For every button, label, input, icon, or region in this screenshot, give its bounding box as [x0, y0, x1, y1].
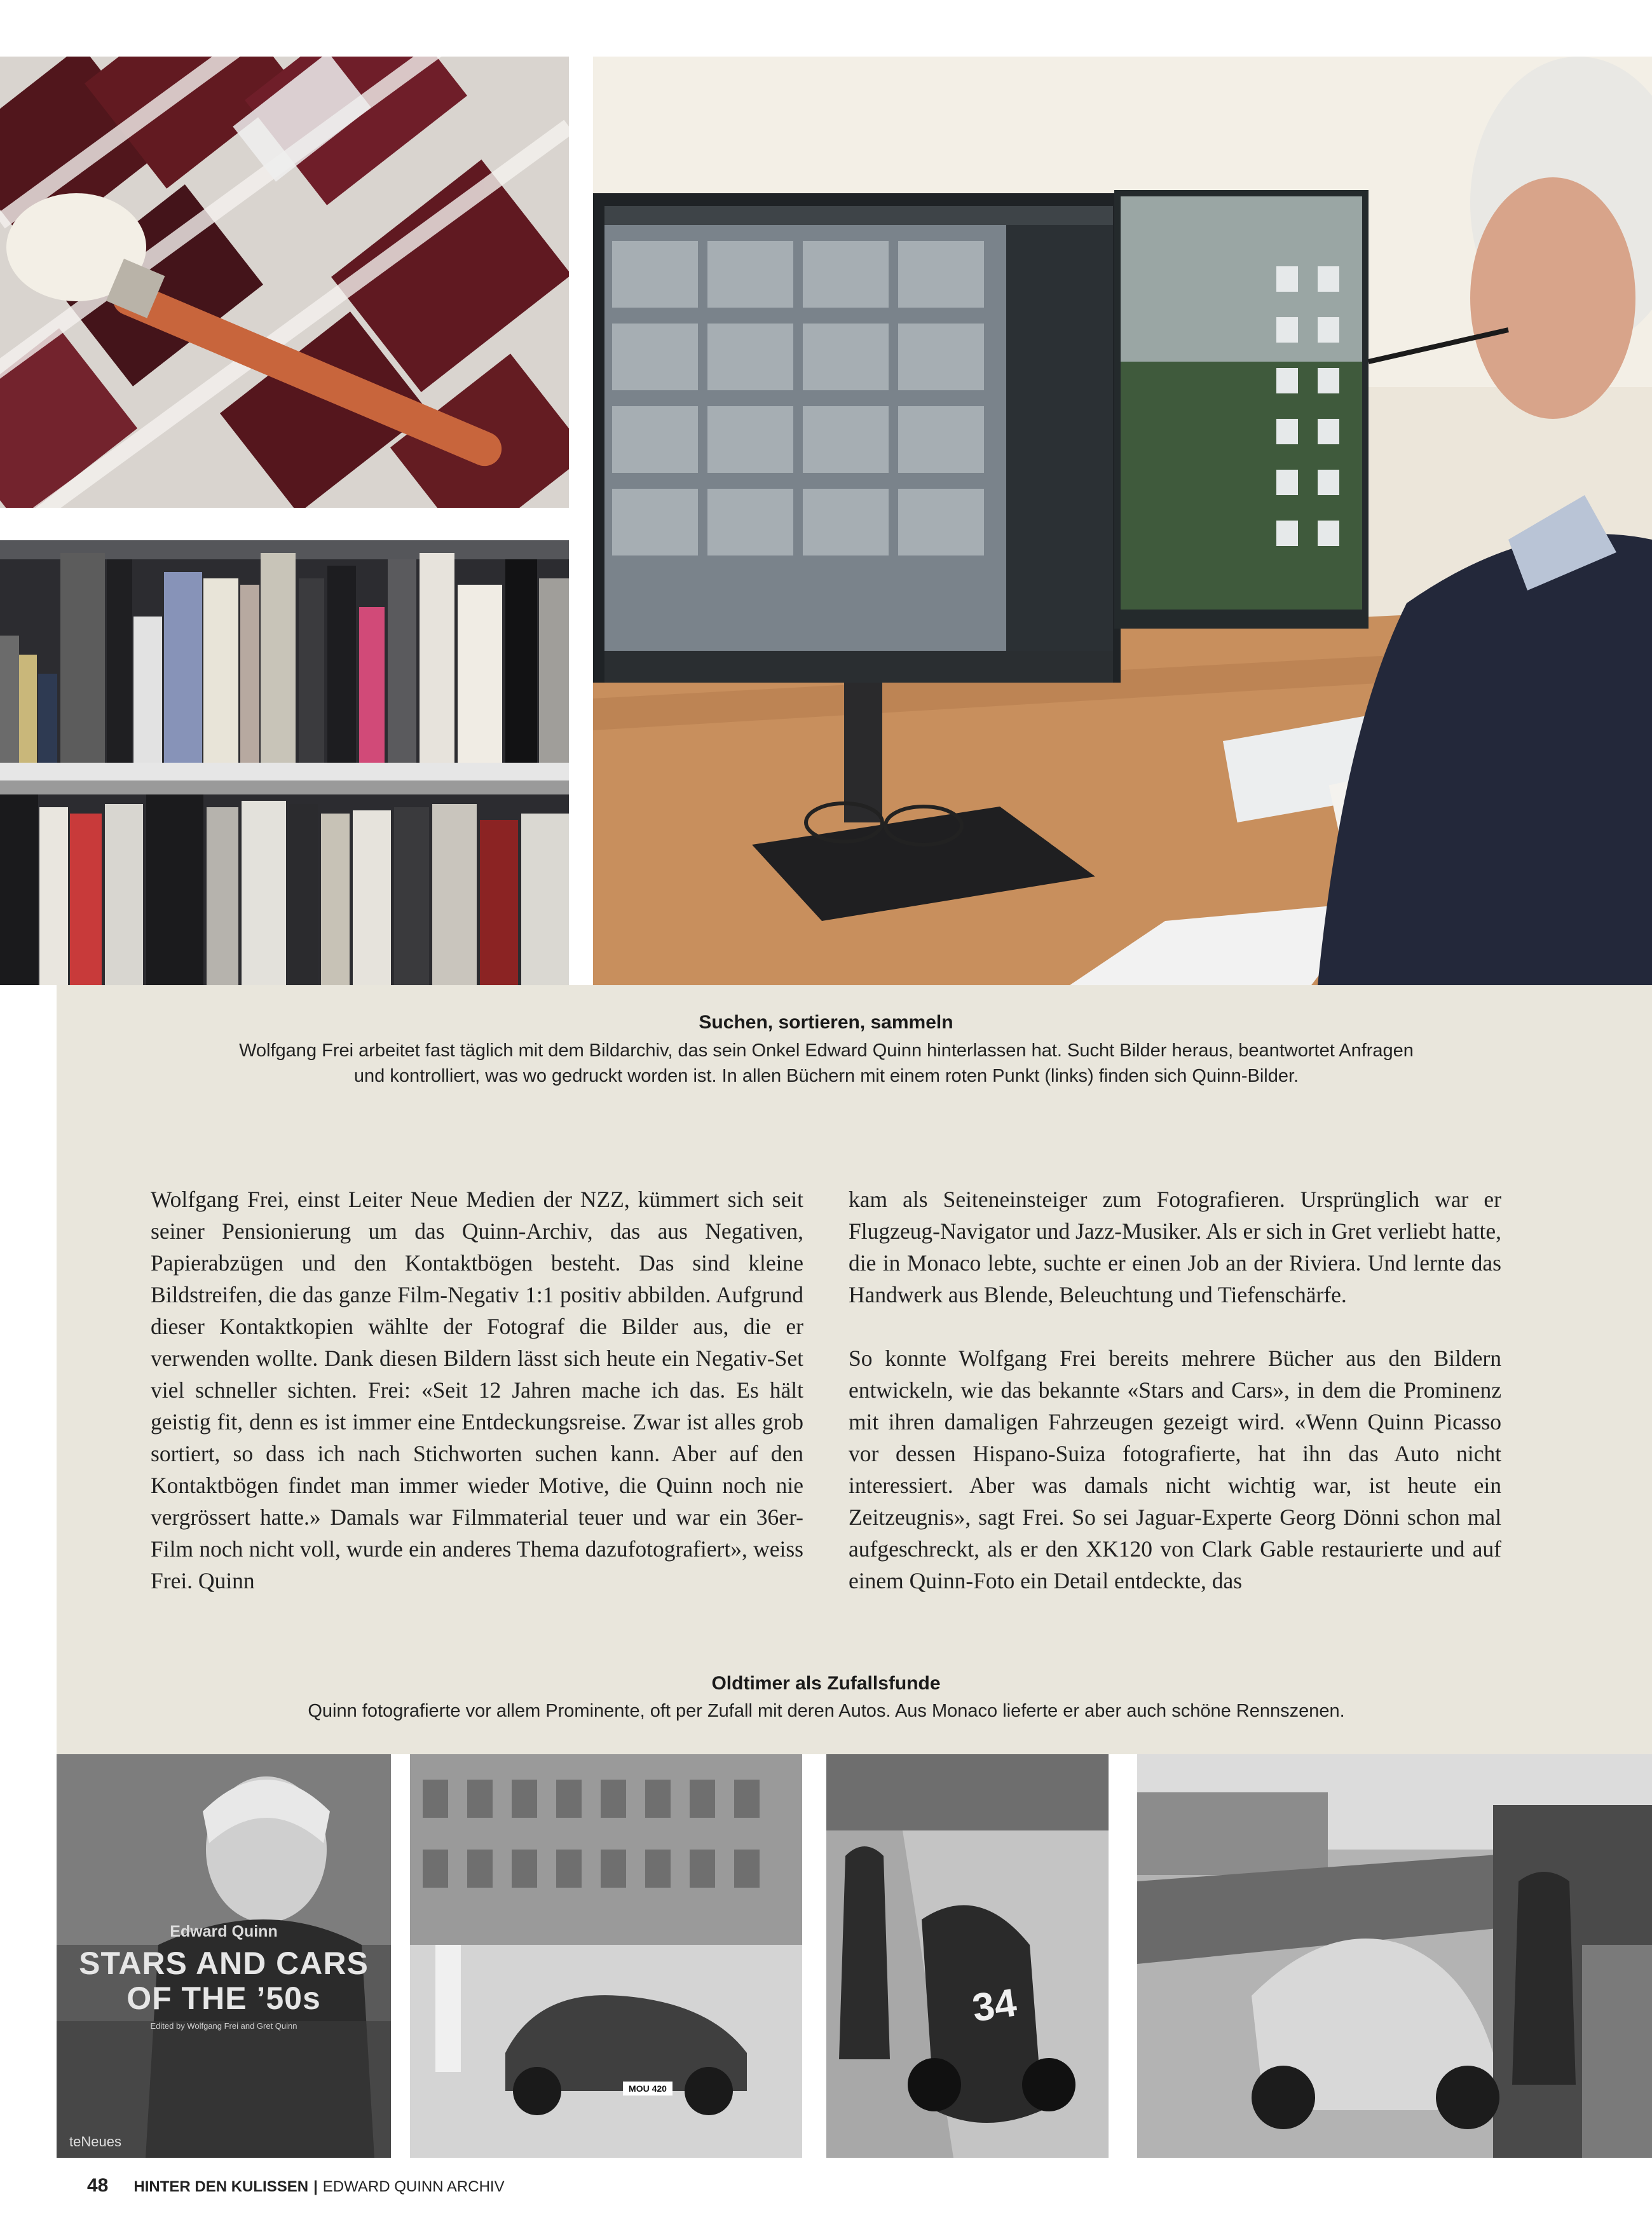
subsection-name: EDWARD QUINN ARCHIV [322, 2178, 505, 2195]
photo-archive-workstation [593, 57, 1652, 985]
top-caption-title: Suchen, sortieren, sammeln [699, 1012, 953, 1033]
photo-race-car-34 [826, 1754, 1109, 2158]
article-paragraph: So konnte Wolfgang Frei bereits mehrere Bücher aus den Bildern entwickeln, wie das bekannte «Stars and Cars», in dem die Prominenz mit ihren damaligen Fahrzeugen gezeigt wird. «Wenn Quinn Picasso vor dessen Hispano-Suiza fotografierte, hat ihn das Auto nicht interessiert. Aber was damals nicht wichtig war, ist heute ein Zeitzeugnis», sagt Frei. So sei Jaguar-Experte Georg Dönni schon mal aufgeschreckt, als er den XK120 von Clark Gable restaurierte und auf einem Quinn-Foto ein Detail entdeckte, das [849, 1346, 1501, 1593]
page-number: 48 [87, 2175, 109, 2196]
bottom-caption-text: Quinn fotografierte vor allem Prominente, oft per Zufall mit deren Autos. Aus Monaco lieferte er aber auch schöne Rennszenen. [308, 1701, 1345, 1721]
book-publisher: teNeues [69, 2134, 121, 2150]
top-caption-line-2: und kontrolliert, was wo gedruckt worden ist. In allen Büchern mit einem roten Punkt (links) finden sich Quinn-Bilder. [353, 1066, 1299, 1086]
article-paragraph: kam als Seiteneinsteiger zum Fotografieren. Ursprünglich war er Flugzeug-Navigator und Jazz-Musiker. Als er sich in Gret verliebt hatte, die in Monaco lebte, suchte er einen Job an der Riviera. Und lernte das Handwerk aus Blende, Beleuchtung und Tiefenschärfe. [849, 1187, 1501, 1307]
book-title-line-2: OF THE ’50s [126, 1980, 321, 2016]
race-number: 34 [969, 1980, 1020, 2031]
bottom-caption-title: Oldtimer als Zufallsfunde [711, 1673, 941, 1694]
section-name: HINTER DEN KULISSEN [133, 2178, 309, 2195]
car-plate: MOU 420 [629, 2083, 667, 2094]
footer-separator: | [313, 2178, 318, 2195]
photo-pit-lane [1137, 1754, 1652, 2158]
article-left-column [151, 1183, 803, 1597]
book-author: Edward Quinn [170, 1923, 278, 1940]
book-title-line-1: STARS AND CARS [79, 1946, 369, 1981]
book-editors: Edited by Wolfgang Frei and Gret Quinn [150, 2021, 297, 2031]
article-right-column [849, 1183, 1501, 1597]
page-footer [87, 2175, 505, 2197]
photo-negatives-brush [0, 57, 569, 508]
article-paragraph: Wolfgang Frei, einst Leiter Neue Medien der NZZ, kümmert sich seit seiner Pensionierung um das Quinn-Archiv, das aus Negativen, Papierabzügen und den Kontaktbögen besteht. Das sind kleine Bildstreifen, die das ganze Film-Negativ 1:1 positiv abbilden. Aufgrund dieser Kontaktkopien wählte der Fotograf die Bilder aus, die er verwenden wollte. Dank diesen Bildern lässt sich heute ein Negativ-Set viel schneller sichten. Frei: «Seit 12 Jahren mache ich das. Es hält geistig fit, denn es ist immer eine Entdeckungsreise. Zwar ist alles grob sortiert, so dass ich nach Stichworten suchen kann. Aber auf den Kontaktbögen findet man immer wieder Motive, die Quinn noch nie vergrössert hatte.» Damals war Filmmaterial teuer und war ein 36er-Film noch nicht voll, wurde ein anderes Thema dazufotografiert», weiss Frei. Quinn [151, 1187, 803, 1593]
photo-jaguar-hotel [410, 1754, 802, 2158]
top-caption-line-1: Wolfgang Frei arbeitet fast täglich mit dem Bildarchiv, das sein Onkel Edward Quinn hinterlassen hat. Sucht Bilder heraus, beantwortet Anfragen [239, 1040, 1414, 1061]
photo-stars-and-cars-book [57, 1754, 391, 2158]
photo-picasso-bookshelf [0, 540, 569, 985]
